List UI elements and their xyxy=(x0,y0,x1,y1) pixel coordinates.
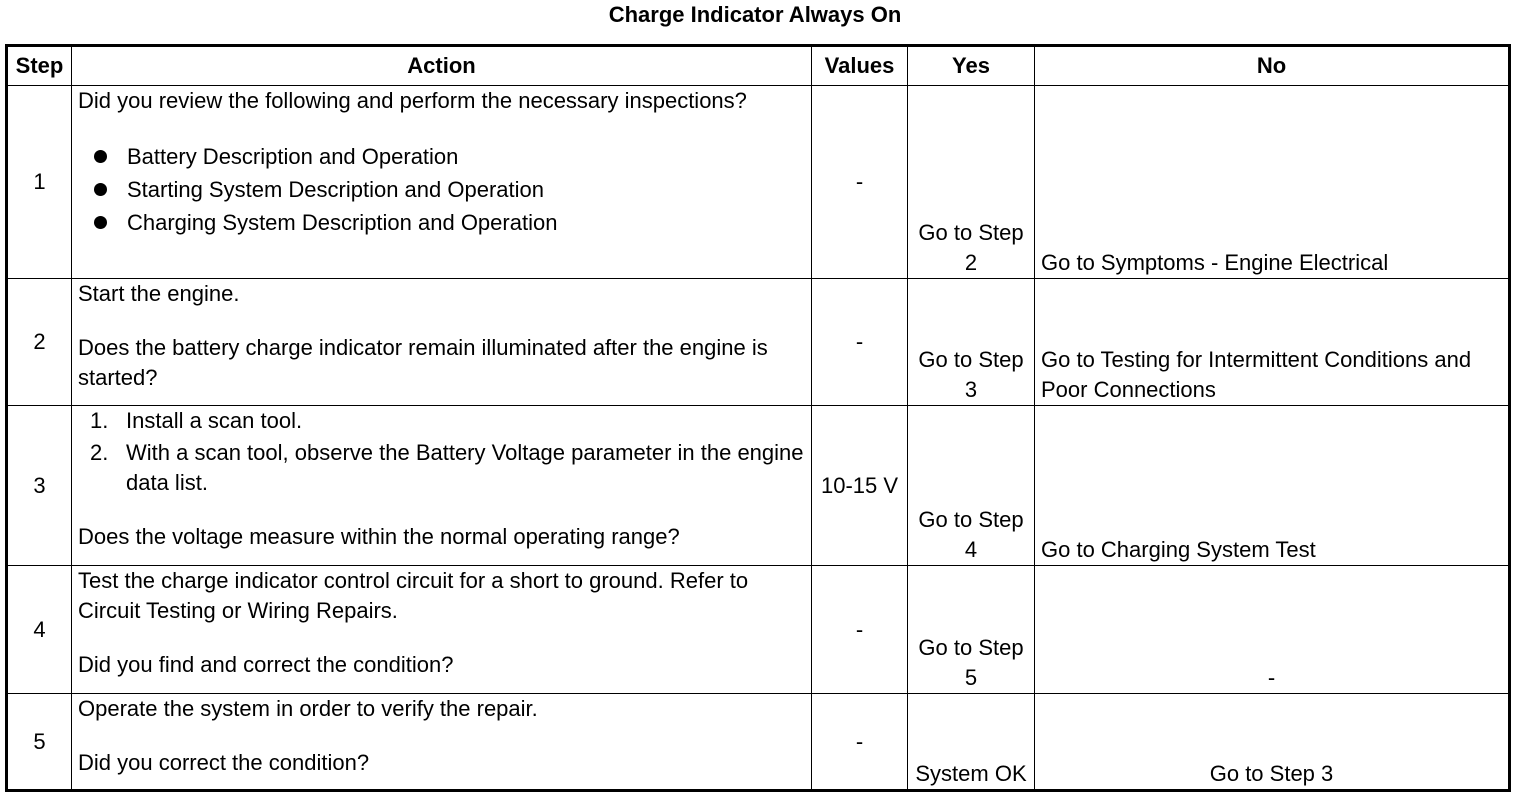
yes-cell: Go to Step 5 xyxy=(908,566,1035,694)
no-cell: Go to Symptoms - Engine Electrical xyxy=(1035,86,1510,279)
bullet-icon xyxy=(94,150,107,163)
values-cell: - xyxy=(812,566,908,694)
yes-cell: Go to Step 3 xyxy=(908,279,1035,406)
step-number: 2 xyxy=(7,279,72,406)
action-cell xyxy=(72,406,812,566)
no-cell: Go to Charging System Test xyxy=(1035,406,1510,566)
action-cell xyxy=(72,279,812,406)
page-title: Charge Indicator Always On xyxy=(608,2,902,27)
list-item xyxy=(90,406,805,436)
action-text: Operate the system in order to verify the repair. xyxy=(78,696,538,721)
bullet-text: Starting System Description and Operation xyxy=(127,176,544,202)
header-no: No xyxy=(1035,46,1510,86)
action-cell xyxy=(72,694,812,791)
no-cell: Go to Testing for Intermittent Conditions and Poor Connections xyxy=(1035,279,1510,406)
bullet-text: Charging System Description and Operation xyxy=(127,209,558,235)
yes-cell: Go to Step 2 xyxy=(908,86,1035,279)
action-text: Did you review the following and perform the necessary inspections? xyxy=(78,88,747,113)
values-cell: - xyxy=(812,694,908,791)
header-row xyxy=(7,46,1510,86)
action-cell xyxy=(72,86,812,279)
action-question: Does the voltage measure within the normal operating range? xyxy=(78,524,680,549)
yes-cell: Go to Step 4 xyxy=(908,406,1035,566)
table-row xyxy=(7,86,1510,279)
step-number: 4 xyxy=(7,566,72,694)
list-number: 2. xyxy=(90,440,109,465)
table-row xyxy=(7,694,1510,791)
action-question: Did you find and correct the condition? xyxy=(78,652,454,677)
step-number: 3 xyxy=(7,406,72,566)
list-item xyxy=(94,173,805,206)
no-cell: Go to Step 3 xyxy=(1035,694,1510,791)
list-text: Install a scan tool. xyxy=(126,408,303,433)
action-question: Does the battery charge indicator remain illuminated after the engine is started? xyxy=(78,335,768,390)
header-yes: Yes xyxy=(908,46,1035,86)
values-cell: - xyxy=(812,279,908,406)
yes-cell: System OK xyxy=(908,694,1035,791)
action-text: Test the charge indicator control circuit for a short to ground. Refer to Circuit Testing or Wiring Repairs. xyxy=(78,568,749,623)
table-row xyxy=(7,406,1510,566)
no-cell: - xyxy=(1035,566,1510,694)
step-number: 5 xyxy=(7,694,72,791)
step-number: 1 xyxy=(7,86,72,279)
bullet-icon xyxy=(94,216,107,229)
diagnostic-table xyxy=(5,44,1511,792)
values-cell: 10-15 V xyxy=(812,406,908,566)
list-item xyxy=(94,206,805,239)
list-item xyxy=(90,438,805,498)
list-text: With a scan tool, observe the Battery Voltage parameter in the engine data list. xyxy=(126,440,804,495)
list-number: 1. xyxy=(90,408,109,433)
action-question: Did you correct the condition? xyxy=(78,750,370,775)
table-row xyxy=(7,279,1510,406)
bullet-text: Battery Description and Operation xyxy=(127,143,459,169)
header-step: Step xyxy=(7,46,72,86)
action-text: Start the engine. xyxy=(78,281,240,306)
bullet-icon xyxy=(94,183,107,196)
table-row xyxy=(7,566,1510,694)
list-item xyxy=(94,140,805,173)
header-values: Values xyxy=(812,46,908,86)
header-action: Action xyxy=(72,46,812,86)
action-cell xyxy=(72,566,812,694)
values-cell: - xyxy=(812,86,908,279)
